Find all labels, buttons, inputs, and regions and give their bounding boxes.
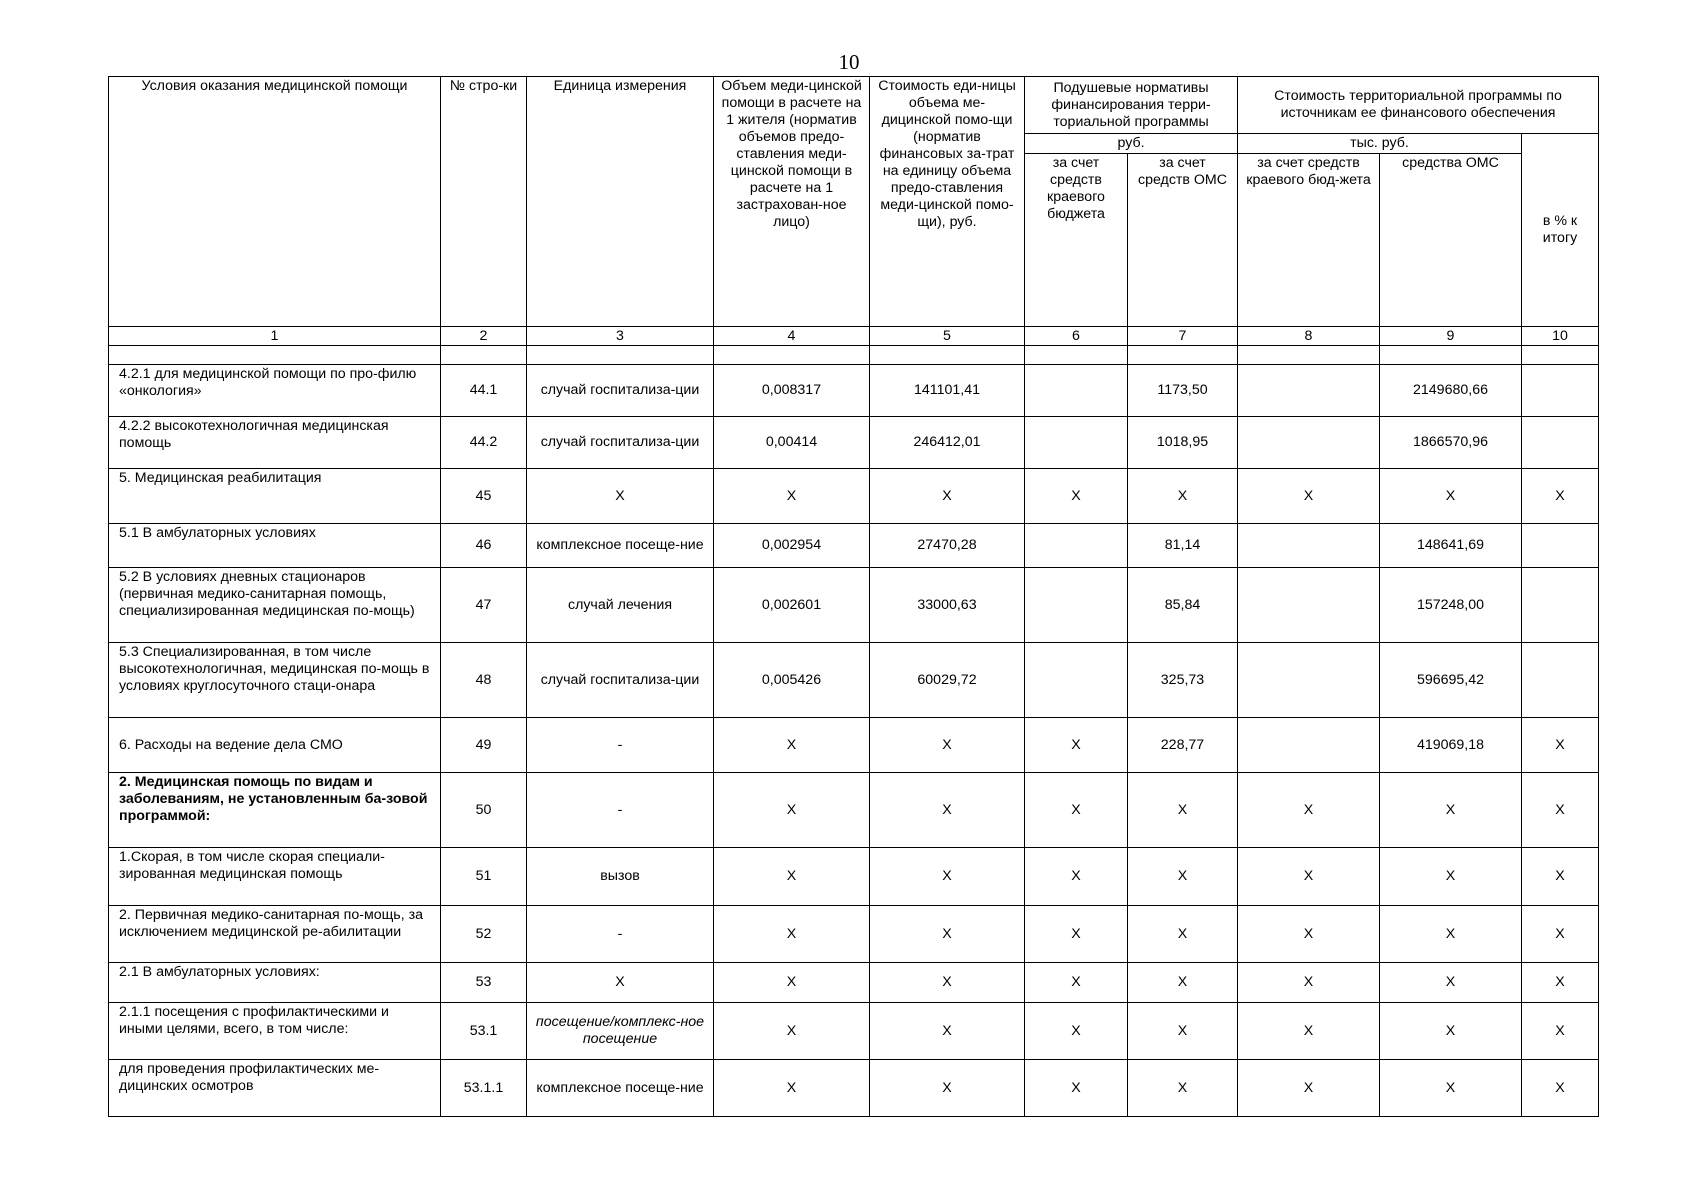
table-row [109,524,1599,568]
header-row-number: № стро-ки [441,77,527,327]
cell-unit-cost: X [870,848,1025,906]
column-number: 4 [714,327,870,346]
cell-oms-per-capita: X [1128,1060,1238,1117]
cell-unit-cost: X [870,469,1025,524]
table-row [109,906,1599,963]
cell-unit-cost: X [870,773,1025,848]
row-number: 45 [441,469,527,524]
cell-volume: X [714,773,870,848]
cell-oms-cost: X [1380,773,1522,848]
header-per-capita-group: Подушевые нормативы финансирования терри-ториальной программы [1025,77,1238,134]
cell-unit-cost: 141101,41 [870,365,1025,417]
cell-percent: X [1522,848,1599,906]
cell-oms-per-capita: 228,77 [1128,718,1238,773]
row-unit: комплексное посеще-ние [527,524,714,568]
cell-regional-per-capita [1025,365,1128,417]
row-unit: комплексное посеще-ние [527,1060,714,1117]
column-number: 3 [527,327,714,346]
cell-percent: X [1522,963,1599,1003]
cell-oms-cost: X [1380,963,1522,1003]
cell-volume: X [714,848,870,906]
table-row [109,1060,1599,1117]
cell-oms-per-capita: X [1128,848,1238,906]
row-label: 5.2 В условиях дневных стационаров (первичная медико-санитарная помощь, специализированная медицинская по-мощь) [109,568,441,643]
cell-oms-cost: X [1380,1060,1522,1117]
cell-oms-cost: X [1380,469,1522,524]
cell-volume: 0,005426 [714,643,870,718]
row-unit: X [527,469,714,524]
row-label: 2. Медицинская помощь по видам и заболеваниям, не установленным ба-зовой программой: [109,773,441,848]
cell-oms-per-capita: 325,73 [1128,643,1238,718]
cell-oms-cost: 157248,00 [1380,568,1522,643]
cell-volume: X [714,1003,870,1060]
cell-regional-cost [1238,365,1380,417]
row-number: 52 [441,906,527,963]
cell-volume: X [714,906,870,963]
cell-unit-cost: X [870,1060,1025,1117]
cell-regional-cost: X [1238,963,1380,1003]
row-label: 4.2.2 высокотехнологичная медицинская помощь [109,417,441,469]
cell-percent: X [1522,906,1599,963]
cell-unit-cost: X [870,718,1025,773]
row-number: 47 [441,568,527,643]
cell-unit-cost: X [870,1003,1025,1060]
cell-percent: X [1522,469,1599,524]
cell-regional-cost [1238,718,1380,773]
cell-regional-cost [1238,417,1380,469]
cell-percent: X [1522,773,1599,848]
header-oms-cost: средства ОМС [1380,154,1522,327]
cell-regional-cost [1238,643,1380,718]
cell-percent: X [1522,1003,1599,1060]
cell-oms-per-capita: X [1128,906,1238,963]
row-unit: случай лечения [527,568,714,643]
cell-regional-per-capita: X [1025,906,1128,963]
cell-oms-cost: X [1380,906,1522,963]
row-number: 46 [441,524,527,568]
row-number: 44.1 [441,365,527,417]
cell-percent [1522,524,1599,568]
cell-volume: 0,00414 [714,417,870,469]
table-row [109,963,1599,1003]
row-number: 49 [441,718,527,773]
financing-table [108,76,1599,1117]
table-row [109,469,1599,524]
column-number: 1 [109,327,441,346]
header-conditions: Условия оказания медицинской помощи [109,77,441,327]
row-number: 50 [441,773,527,848]
table-row [109,718,1599,773]
cell-regional-cost: X [1238,1003,1380,1060]
cell-oms-per-capita: X [1128,963,1238,1003]
cell-percent: X [1522,718,1599,773]
row-number: 44.2 [441,417,527,469]
column-number: 8 [1238,327,1380,346]
cell-regional-cost: X [1238,906,1380,963]
cell-oms-cost: X [1380,1003,1522,1060]
header-unit-thousand-rub: тыс. руб. [1238,134,1522,154]
cell-regional-per-capita: X [1025,773,1128,848]
table-row [109,417,1599,469]
cell-regional-per-capita [1025,643,1128,718]
row-unit: - [527,718,714,773]
row-unit: посещение/комплекс-ное посещение [527,1003,714,1060]
row-unit: - [527,773,714,848]
cell-percent [1522,417,1599,469]
row-number: 51 [441,848,527,906]
row-label: 2. Первичная медико-санитарная по-мощь, за исключением медицинской ре-абилитации [109,906,441,963]
cell-volume: X [714,718,870,773]
cell-regional-per-capita: X [1025,1060,1128,1117]
row-number: 53.1.1 [441,1060,527,1117]
header-unit-cost: Стоимость еди-ницы объема ме-дицинской помо-щи (норматив финансовых за-трат на единицу объема предо-ставления меди-цинской помо-щи), руб. [870,77,1025,327]
cell-oms-per-capita: 85,84 [1128,568,1238,643]
column-number: 9 [1380,327,1522,346]
table-row [109,773,1599,848]
cell-regional-cost: X [1238,1060,1380,1117]
row-unit: - [527,906,714,963]
cell-regional-per-capita: X [1025,469,1128,524]
row-unit: случай госпитализа-ции [527,417,714,469]
row-unit: X [527,963,714,1003]
table-row [109,643,1599,718]
cell-oms-per-capita: X [1128,773,1238,848]
header-unit-rub: руб. [1025,134,1238,154]
row-label: 5.1 В амбулаторных условиях [109,524,441,568]
cell-oms-per-capita: 81,14 [1128,524,1238,568]
row-unit: вызов [527,848,714,906]
cell-unit-cost: X [870,906,1025,963]
row-label: 5. Медицинская реабилитация [109,469,441,524]
row-label: 6. Расходы на ведение дела СМО [109,718,441,773]
row-unit: случай госпитализа-ции [527,365,714,417]
row-label: 4.2.1 для медицинской помощи по про-филю «онкология» [109,365,441,417]
cell-oms-per-capita: X [1128,1003,1238,1060]
row-label: 2.1.1 посещения с профилактическими и иными целями, всего, в том числе: [109,1003,441,1060]
cell-oms-cost: 596695,42 [1380,643,1522,718]
cell-oms-cost: 148641,69 [1380,524,1522,568]
cell-regional-per-capita: X [1025,1003,1128,1060]
header-regional-budget-cost: за счет средств краевого бюд-жета [1238,154,1380,327]
cell-percent [1522,643,1599,718]
cell-unit-cost: 27470,28 [870,524,1025,568]
header-volume: Объем меди-цинской помощи в расчете на 1 жителя (норматив объемов предо-ставления меди-цинской помощи в расчете на 1 застрахован-ное лицо) [714,77,870,327]
row-unit: случай госпитализа-ции [527,643,714,718]
cell-regional-cost: X [1238,848,1380,906]
column-number: 10 [1522,327,1599,346]
cell-regional-cost [1238,568,1380,643]
cell-volume: 0,008317 [714,365,870,417]
cell-volume: 0,002601 [714,568,870,643]
row-number: 53 [441,963,527,1003]
row-label: 2.1 В амбулаторных условиях: [109,963,441,1003]
cell-volume: X [714,963,870,1003]
cell-regional-cost: X [1238,773,1380,848]
cell-volume: X [714,469,870,524]
cell-regional-per-capita [1025,417,1128,469]
cell-unit-cost: X [870,963,1025,1003]
cell-regional-per-capita [1025,524,1128,568]
cell-oms-cost: 2149680,66 [1380,365,1522,417]
cell-percent [1522,365,1599,417]
cell-oms-cost: 419069,18 [1380,718,1522,773]
row-number: 53.1 [441,1003,527,1060]
cell-regional-cost [1238,524,1380,568]
cell-regional-per-capita: X [1025,963,1128,1003]
header-percent-total: в % к итогу [1522,134,1599,327]
cell-oms-per-capita: 1173,50 [1128,365,1238,417]
row-label: 5.3 Специализированная, в том числе высокотехнологичная, медицинская по-мощь в условиях круглосуточного стаци-онара [109,643,441,718]
column-number: 6 [1025,327,1128,346]
cell-volume: 0,002954 [714,524,870,568]
cell-regional-per-capita [1025,568,1128,643]
cell-oms-cost: X [1380,848,1522,906]
page-number: 10 [838,50,860,74]
cell-regional-cost: X [1238,469,1380,524]
header-oms-per-capita: за счет средств ОМС [1128,154,1238,327]
cell-percent: X [1522,1060,1599,1117]
cell-regional-per-capita: X [1025,718,1128,773]
cell-volume: X [714,1060,870,1117]
header-regional-budget-per-capita: за счет средств краевого бюджета [1025,154,1128,327]
cell-oms-per-capita: X [1128,469,1238,524]
column-number: 2 [441,327,527,346]
cell-unit-cost: 60029,72 [870,643,1025,718]
cell-unit-cost: 246412,01 [870,417,1025,469]
header-program-cost-group: Стоимость территориальной программы по источникам ее финансового обеспечения [1238,77,1599,134]
table-row [109,568,1599,643]
row-label: для проведения профилактических ме-дицинских осмотров [109,1060,441,1117]
cell-oms-per-capita: 1018,95 [1128,417,1238,469]
table-row [109,365,1599,417]
row-label: 1.Скорая, в том числе скорая специали-зированная медицинская помощь [109,848,441,906]
row-number: 48 [441,643,527,718]
cell-unit-cost: 33000,63 [870,568,1025,643]
cell-percent [1522,568,1599,643]
cell-oms-cost: 1866570,96 [1380,417,1522,469]
table-row [109,848,1599,906]
empty-row [109,346,1599,365]
column-number: 7 [1128,327,1238,346]
table-row [109,1003,1599,1060]
column-number: 5 [870,327,1025,346]
cell-regional-per-capita: X [1025,848,1128,906]
header-unit: Единица измерения [527,77,714,327]
